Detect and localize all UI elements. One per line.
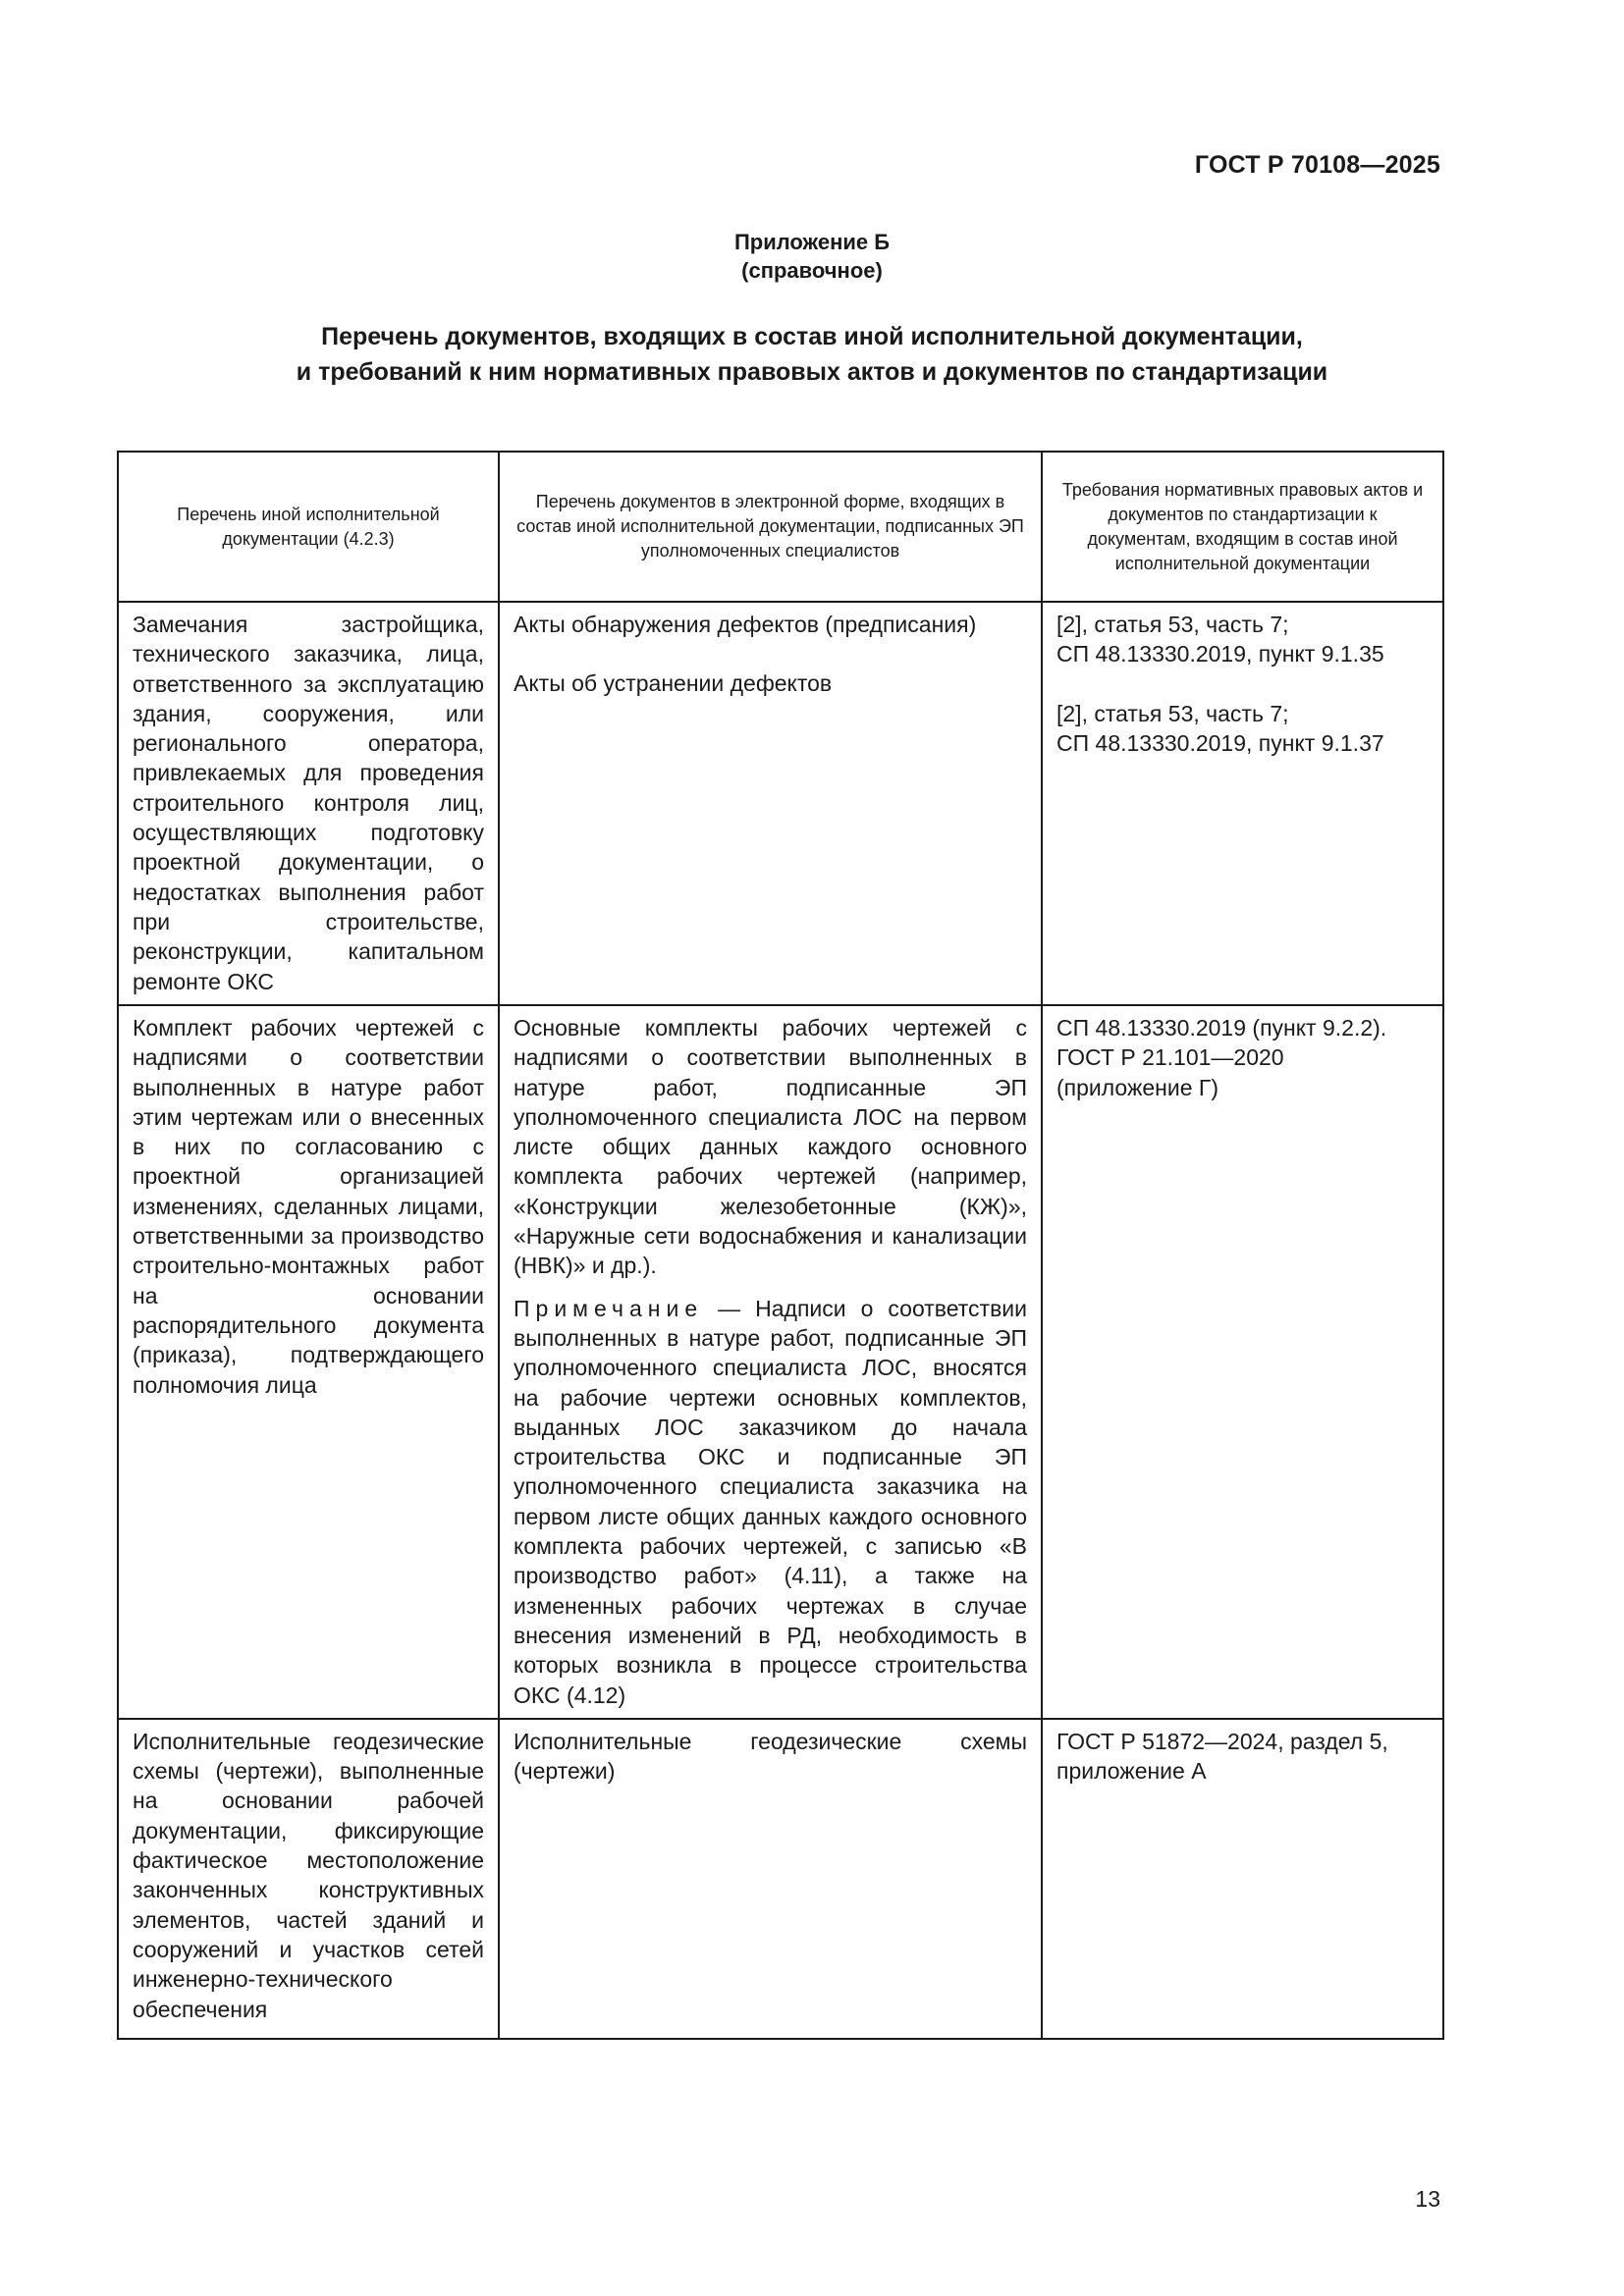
cell-line: СП 48.13330.2019 (пункт 9.2.2).: [1056, 1015, 1387, 1041]
table-cell: Замечания застройщика, технического заказчика, лица, ответственного за эксплуатацию здания, сооружения, или регионального оператора, привлекаемых для проведения строительного контроля лиц, осуществляющих подготовку проектной документации, о недостатках выполнения работ при строительстве, реконструкции, капитальном ремонте ОКС: [118, 602, 499, 1005]
cell-paragraph: [1056, 699, 1429, 759]
cell-line: [2], статья 53, часть 7;: [1056, 612, 1289, 637]
document-title-line-1: Перечень документов, входящих в состав иной исполнительной документации,: [321, 323, 1303, 350]
cell-line: (приложение Г): [1056, 1074, 1218, 1100]
table-cell: [499, 602, 1042, 1005]
cell-paragraph: Акты обнаружения дефектов (предписания): [514, 612, 977, 637]
table-header-row: [118, 452, 1443, 602]
table-cell: [499, 1005, 1042, 1719]
table-header-cell: Перечень иной исполнительной документации (4.2.3): [118, 452, 499, 602]
table-header-cell: Требования нормативных правовых актов и документов по стандартизации к документам, входящим в состав иной исполнительной документации: [1042, 452, 1443, 602]
documents-table: [117, 451, 1444, 2040]
table-row: [118, 1005, 1443, 1719]
page-number: 13: [1415, 2186, 1440, 2212]
document-title: [0, 319, 1624, 390]
cell-line: СП 48.13330.2019, пункт 9.1.37: [1056, 729, 1384, 756]
appendix-kind: (справочное): [741, 258, 883, 283]
table-row: [118, 1719, 1443, 2039]
appendix-label: Приложение Б: [733, 230, 891, 254]
table-cell: [1042, 1005, 1443, 1719]
table-cell: Исполнительные геодезические схемы (чертежи), выполненные на основании рабочей документации, фиксирующие фактическое местоположение законченных конструктивных элементов, частей зданий и сооружений и участков сетей инженерно-технического обеспечения: [118, 1719, 499, 2039]
table-cell: [1042, 602, 1443, 1005]
table-cell: Комплект рабочих чертежей с надписями о соответствии выполненных в натуре работ этим чертежам или о внесенных в них по согласованию с проектной организацией изменениях, сделанных лицами, ответственными за производство строительно-монтажных работ на основании распорядительного документа (приказа), подтверждающего полномочия лица: [118, 1005, 499, 1719]
note-label: Примечание: [514, 1295, 704, 1321]
cell-paragraph: [1056, 610, 1429, 669]
document-code: ГОСТ Р 70108—2025: [1194, 151, 1440, 179]
appendix-heading: [0, 228, 1624, 285]
table-note: [514, 1294, 1027, 1710]
cell-line: СП 48.13330.2019, пункт 9.1.35: [1056, 641, 1384, 667]
note-text: — Надписи о соответствии выполненных в натуре работ, подписанные ЭП уполномоченного специалиста ЛОС, вносятся на рабочие чертежи основных комплектов, выданных ЛОС заказчиком до начала строительства ОКС и подписанные ЭП уполномоченного специалиста заказчика на первом листе общих данных каждого основного комплекта рабочих чертежей, с записью «В производство работ» (4.11), а также на измененных рабочих чертежах в случае внесения изменений в РД, необходимость в которых возникла в процессе строительства ОКС (4.12): [514, 1295, 1027, 1708]
document-title-line-2: и требований к ним нормативных правовых актов и документов по стандартизации: [296, 358, 1328, 386]
cell-line: [2], статья 53, часть 7;: [1056, 700, 1289, 726]
table-cell: Исполнительные геодезические схемы (чертежи): [499, 1719, 1042, 2039]
cell-paragraph: Основные комплекты рабочих чертежей с надписями о соответствии выполненных в натуре работ, подписанные ЭП уполномоченного специалиста ЛОС на первом листе общих данных каждого основного комплекта рабочих чертежей (например, «Конструкции железобетонные (КЖ)», «Наружные сети водоснабжения и канализации (НВК)» и др.).: [514, 1015, 1027, 1279]
table-header-cell: Перечень документов в электронной форме, входящих в состав иной исполнительной документации, подписанных ЭП уполномоченных специалистов: [499, 452, 1042, 602]
cell-line: ГОСТ Р 21.101—2020: [1056, 1044, 1284, 1071]
table-cell: ГОСТ Р 51872—2024, раздел 5, приложение А: [1042, 1719, 1443, 2039]
table-row: [118, 602, 1443, 1005]
cell-paragraph: Акты об устранении дефектов: [514, 670, 833, 697]
